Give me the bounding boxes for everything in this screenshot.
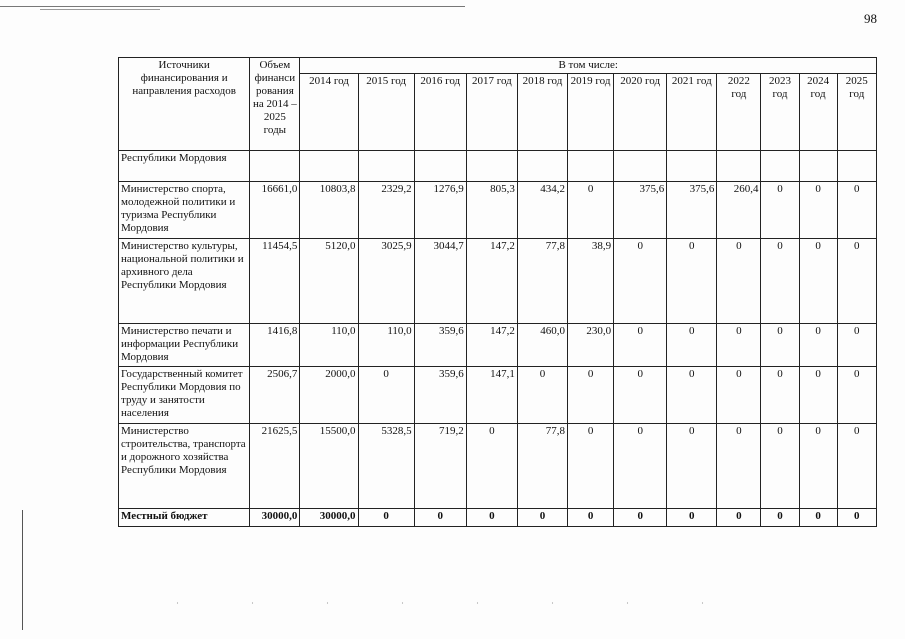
row-value: 0 — [799, 509, 837, 527]
row-total — [250, 151, 300, 182]
row-value: 0 — [717, 509, 761, 527]
header-year: 2018 год — [517, 74, 567, 151]
page-number: 98 — [864, 11, 877, 26]
row-total: 1416,8 — [250, 324, 300, 367]
row-value: 0 — [517, 509, 567, 527]
row-value: 0 — [799, 324, 837, 367]
row-source: Министерство строительства, транспорта и дорожного хозяйства Республики Мордовия — [119, 424, 250, 509]
row-value: 0 — [717, 239, 761, 324]
row-value: 110,0 — [300, 324, 358, 367]
funding-table — [118, 57, 877, 527]
row-total: 21625,5 — [250, 424, 300, 509]
row-value: 805,3 — [466, 182, 517, 239]
row-value: 0 — [466, 424, 517, 509]
row-value: 375,6 — [667, 182, 717, 239]
row-value: 3025,9 — [358, 239, 414, 324]
row-total: 30000,0 — [250, 509, 300, 527]
row-value: 0 — [761, 509, 799, 527]
table-row — [119, 239, 877, 324]
row-value — [517, 151, 567, 182]
row-value: 460,0 — [517, 324, 567, 367]
row-source: Министерство культуры, национальной политики и архивного дела Республики Мордовия — [119, 239, 250, 324]
header-year: 2020 год — [614, 74, 667, 151]
row-value: 5120,0 — [300, 239, 358, 324]
row-value: 110,0 — [358, 324, 414, 367]
header-year: 2021 год — [667, 74, 717, 151]
row-value: 0 — [837, 509, 876, 527]
row-value: 10803,8 — [300, 182, 358, 239]
row-value: 0 — [614, 367, 667, 424]
row-value: 0 — [358, 509, 414, 527]
header-year: 2017 год — [466, 74, 517, 151]
header-year: 2025 год — [837, 74, 876, 151]
row-value: 0 — [761, 239, 799, 324]
row-total: 11454,5 — [250, 239, 300, 324]
row-source: Министерство печати и информации Республики Мордовия — [119, 324, 250, 367]
row-value: 375,6 — [614, 182, 667, 239]
row-value: 230,0 — [568, 324, 614, 367]
row-value: 359,6 — [414, 367, 466, 424]
row-value: 0 — [799, 367, 837, 424]
row-value: 15500,0 — [300, 424, 358, 509]
table-row — [119, 182, 877, 239]
row-value — [761, 151, 799, 182]
row-value: 0 — [568, 182, 614, 239]
row-value — [717, 151, 761, 182]
scan-artifact-line — [40, 9, 160, 10]
header-row-1 — [119, 58, 877, 74]
row-value: 0 — [614, 239, 667, 324]
row-value: 0 — [517, 367, 567, 424]
row-value — [466, 151, 517, 182]
header-year: 2016 год — [414, 74, 466, 151]
row-value: 0 — [614, 509, 667, 527]
row-value: 2000,0 — [300, 367, 358, 424]
row-value — [568, 151, 614, 182]
row-value: 147,1 — [466, 367, 517, 424]
header-source: Источники финансирования и направления расходов — [119, 58, 250, 151]
row-value: 0 — [667, 367, 717, 424]
row-value: 719,2 — [414, 424, 466, 509]
row-value: 1276,9 — [414, 182, 466, 239]
row-source: Министерство спорта, молодежной политики и туризма Республики Мордовия — [119, 182, 250, 239]
row-value — [300, 151, 358, 182]
row-value: 0 — [837, 324, 876, 367]
row-value: 0 — [761, 424, 799, 509]
row-source: Местный бюджет — [119, 509, 250, 527]
row-value: 0 — [466, 509, 517, 527]
row-value: 2329,2 — [358, 182, 414, 239]
row-value: 147,2 — [466, 239, 517, 324]
row-value: 0 — [837, 239, 876, 324]
row-value: 359,6 — [414, 324, 466, 367]
header-year: 2022 год — [717, 74, 761, 151]
scan-artifact-line — [22, 510, 23, 630]
table-row — [119, 367, 877, 424]
row-value: 0 — [667, 324, 717, 367]
row-value: 0 — [667, 424, 717, 509]
row-value: 0 — [614, 424, 667, 509]
row-total: 2506,7 — [250, 367, 300, 424]
row-value: 0 — [837, 424, 876, 509]
row-value: 0 — [614, 324, 667, 367]
row-total: 16661,0 — [250, 182, 300, 239]
row-value: 0 — [837, 367, 876, 424]
row-value: 0 — [799, 424, 837, 509]
row-value: 260,4 — [717, 182, 761, 239]
row-value: 0 — [568, 509, 614, 527]
row-value: 434,2 — [517, 182, 567, 239]
table-row — [119, 324, 877, 367]
row-value — [358, 151, 414, 182]
row-value: 0 — [837, 182, 876, 239]
row-value: 0 — [761, 324, 799, 367]
scan-artifact-line — [0, 6, 465, 7]
row-value: 0 — [761, 367, 799, 424]
row-value: 38,9 — [568, 239, 614, 324]
row-value: 0 — [414, 509, 466, 527]
header-year: 2014 год — [300, 74, 358, 151]
header-year: 2024 год — [799, 74, 837, 151]
row-value: 0 — [761, 182, 799, 239]
row-value: 0 — [799, 182, 837, 239]
row-value: 0 — [717, 367, 761, 424]
row-value: 3044,7 — [414, 239, 466, 324]
row-value — [614, 151, 667, 182]
row-value: 77,8 — [517, 239, 567, 324]
row-value: 0 — [358, 367, 414, 424]
row-value: 0 — [717, 424, 761, 509]
row-value: 0 — [717, 324, 761, 367]
table-row — [119, 424, 877, 509]
row-value: 0 — [799, 239, 837, 324]
row-value — [799, 151, 837, 182]
row-value: 5328,5 — [358, 424, 414, 509]
row-value: 0 — [568, 424, 614, 509]
row-source: Республики Мордовия — [119, 151, 250, 182]
row-value — [667, 151, 717, 182]
row-value: 77,8 — [517, 424, 567, 509]
row-value: 147,2 — [466, 324, 517, 367]
row-source: Государственный комитет Республики Мордовия по труду и занятости населения — [119, 367, 250, 424]
scan-artifact-dots — [140, 602, 740, 604]
header-total: Объем финанси рования на 2014 – 2025 годы — [250, 58, 300, 151]
row-value: 30000,0 — [300, 509, 358, 527]
row-value — [414, 151, 466, 182]
table-row — [119, 509, 877, 527]
row-value: 0 — [667, 239, 717, 324]
row-value: 0 — [667, 509, 717, 527]
table-row — [119, 151, 877, 182]
header-year: 2019 год — [568, 74, 614, 151]
row-value — [837, 151, 876, 182]
header-year: 2015 год — [358, 74, 414, 151]
header-group: В том числе: — [300, 58, 877, 74]
header-year: 2023 год — [761, 74, 799, 151]
row-value: 0 — [568, 367, 614, 424]
